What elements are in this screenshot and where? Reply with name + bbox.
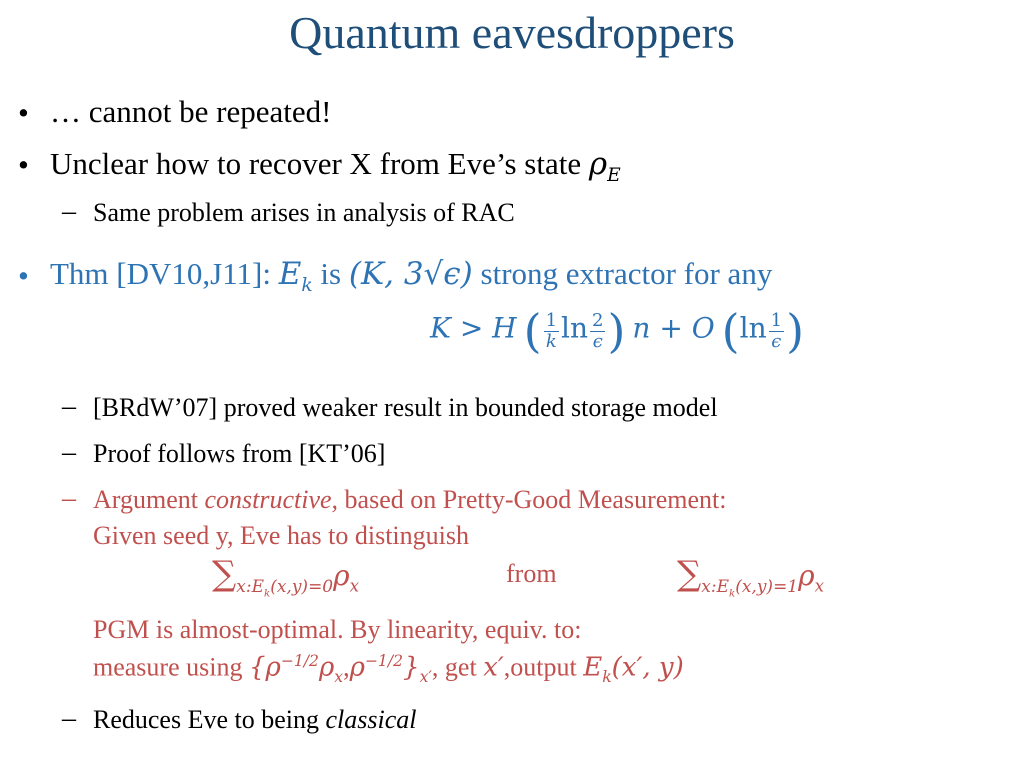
bullet-dot-icon: • bbox=[18, 147, 29, 182]
theorem-formula: K > H ( $\frac{1}{k}$ ln $\frac{2}{\epsilon}$ ) n + O (ln $\frac{1}{\epsilon}$ ) bbox=[430, 304, 805, 358]
slide-title: Quantum eavesdroppers bbox=[289, 7, 735, 58]
dash-icon: – bbox=[62, 196, 76, 227]
fraction: $\frac{1}{\epsilon}$ bbox=[770, 309, 783, 352]
sub-bullet-rac: Same problem arises in analysis of RAC bbox=[93, 198, 515, 227]
fraction: $\frac{2}{\epsilon}$ bbox=[592, 309, 604, 352]
dash-icon: – bbox=[62, 483, 76, 514]
dash-icon: – bbox=[62, 437, 76, 468]
sum-one: $\sum_{x:E_k(x,y)=1}\rho_x$ bbox=[677, 554, 825, 599]
sub-bullet-argument: Argument constructive, based on Pretty-Good Measurement: bbox=[93, 485, 727, 514]
bullet-unclear-recover: Unclear how to recover X from Eve’s state $\rho_E$ bbox=[50, 146, 621, 187]
bullet-dot-icon: • bbox=[18, 95, 29, 130]
pgm-line-2: measure using $\{\rho^{-1/2}\rho_x,\rho^{-1/2}\}_{x'}$, get x′,output $E_k(x'$, y) bbox=[93, 652, 684, 686]
theorem-statement: Thm [DV10,J11]: $E_k$ is (K, 3√ϵ) strong extractor for any bbox=[50, 256, 773, 297]
sub-bullet-reduces: Reduces Eve to being classical bbox=[93, 705, 417, 734]
sum-zero: $\sum_{x:E_k(x,y)=0}\rho_x$ bbox=[212, 554, 360, 599]
sub-bullet-kt: Proof follows from [KT’06] bbox=[93, 439, 386, 468]
bullet-dot-icon: • bbox=[18, 258, 29, 293]
bullet-cannot-repeat: … cannot be repeated! bbox=[50, 94, 332, 129]
from-label: from bbox=[506, 559, 557, 588]
pgm-line-1: PGM is almost-optimal. By linearity, equiv. to: bbox=[93, 615, 582, 644]
dash-icon: – bbox=[62, 391, 76, 422]
dash-icon: – bbox=[62, 703, 76, 734]
argument-line-2: Given seed y, Eve has to distinguish bbox=[93, 521, 469, 550]
fraction: $\frac{1}{k}$ bbox=[545, 309, 558, 352]
sub-bullet-brdw: [BRdW’07] proved weaker result in bounded storage model bbox=[93, 393, 718, 422]
